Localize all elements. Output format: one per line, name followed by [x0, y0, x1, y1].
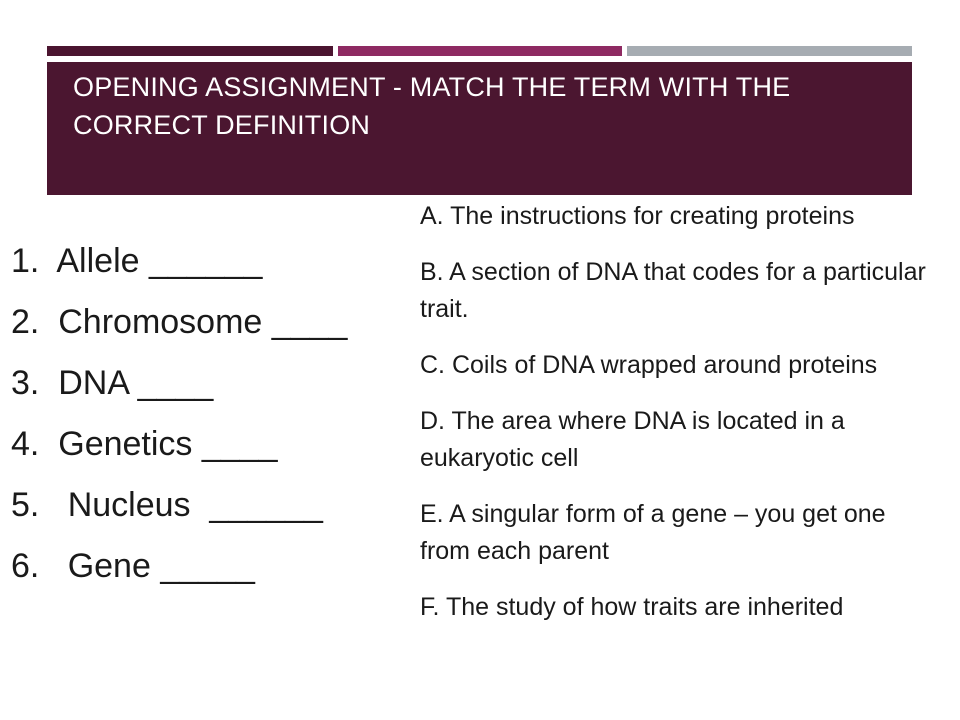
- term-item: 4. Genetics ____: [11, 425, 278, 463]
- definition-item: C. Coils of DNA wrapped around proteins: [420, 351, 878, 379]
- definition-item: E. A singular form of a gene – you get one from each parent: [420, 500, 886, 565]
- term-item: 3. DNA ____: [11, 364, 214, 402]
- definition-item: A. The instructions for creating proteins: [420, 202, 855, 230]
- definition-item: F. The study of how traits are inherited: [420, 593, 844, 621]
- definition-item: B. A section of DNA that codes for a particular trait.: [420, 258, 926, 323]
- definition-item: D. The area where DNA is located in a eukaryotic cell: [420, 407, 845, 472]
- term-item: 6. Gene _____: [11, 547, 255, 585]
- term-item: 1. Allele ______: [11, 242, 263, 280]
- accent-stripe-right: [627, 46, 912, 56]
- title-banner: [47, 62, 912, 195]
- term-item: 2. Chromosome ____: [11, 303, 348, 341]
- definitions-list: [420, 198, 940, 626]
- accent-stripe-middle: [338, 46, 622, 56]
- terms-list: [11, 233, 406, 599]
- term-item: 5. Nucleus ______: [11, 486, 323, 524]
- slide-title: OPENING ASSIGNMENT - MATCH THE TERM WITH THE CORRECT DEFINITION: [73, 72, 791, 140]
- accent-stripe-left: [47, 46, 333, 56]
